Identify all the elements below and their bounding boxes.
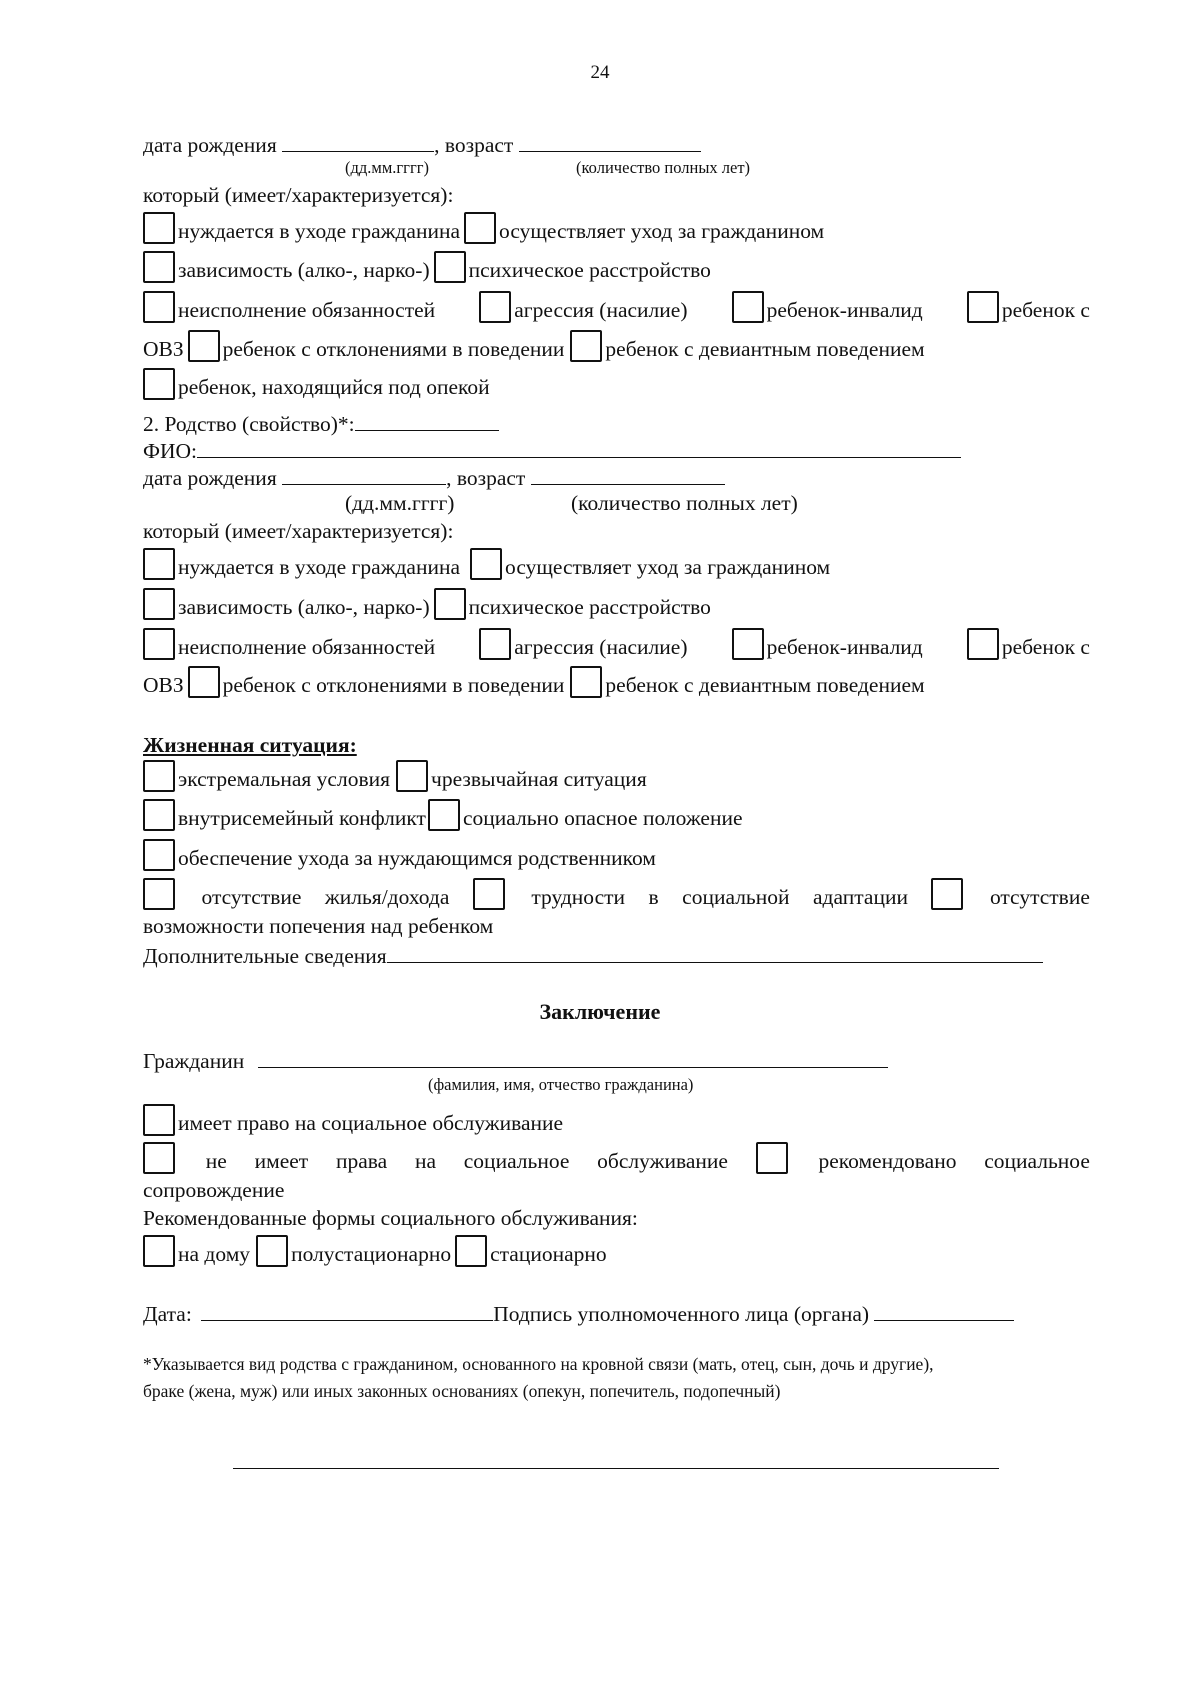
footnote-line-2: браке (жена, муж) или иных законных основаниях (опекун, попечитель, подопечный) [143,1381,781,1401]
checkbox[interactable] [256,1235,288,1267]
checkbox[interactable] [967,628,999,660]
checkbox-label: ребенок с [1001,634,1090,659]
checkbox[interactable] [143,548,175,580]
checkbox[interactable] [143,760,175,792]
checkbox-label: агрессия (насилие) [514,634,688,659]
checkbox-label: ребенок, находящийся под опекой [178,374,490,399]
checkbox-label: неисполнение обязанностей [178,297,436,322]
checkbox[interactable] [732,291,764,323]
checkbox-row-14 [143,1098,563,1136]
checkbox-label: неисполнение обязанностей [178,634,436,659]
checkbox-row-10 [143,754,647,792]
checkbox[interactable] [473,878,505,910]
characteristics-label: который (имеет/характеризуется): [143,183,454,207]
checkbox[interactable] [434,588,466,620]
citizen-label: Гражданин [143,1049,245,1073]
checkbox-label: социально опасное положение [462,805,743,830]
checkbox-label: внутрисемейный конфликт [178,805,426,830]
checkbox-row-15 [143,1136,1090,1174]
ovz-prefix: ОВЗ [143,672,184,697]
checkbox-row-7 [143,582,711,620]
age-label: , возраст [434,133,514,157]
date-field[interactable] [201,1302,493,1321]
kinship-line [143,412,499,436]
checkbox-label: чрезвычайная ситуация [431,766,647,791]
checkbox[interactable] [143,1142,175,1174]
checkbox[interactable] [428,799,460,831]
checkbox-row-3 [143,285,1090,323]
fio-field[interactable] [197,439,961,458]
date-format-hint: (дд.мм.гггг) [345,491,455,515]
checkbox[interactable] [470,548,502,580]
word: обслуживание [597,1148,728,1173]
word: отсутствие [201,884,302,909]
checkbox-label: на дому [178,1241,251,1266]
checkbox[interactable] [143,628,175,660]
checkbox-label: психическое расстройство [468,257,711,282]
footnote-line-1: *Указывается вид родства с гражданином, основанного на кровной связи (мать, отец, сын, дочь и другие), [143,1354,934,1374]
checkbox[interactable] [143,588,175,620]
checkbox[interactable] [570,330,602,362]
age-field[interactable] [531,466,725,485]
citizen-line [143,1049,888,1073]
checkbox[interactable] [143,799,175,831]
checkbox-label: ребенок-инвалид [766,297,923,322]
word: отсутствие [989,884,1090,909]
checkbox-row-5 [143,362,490,400]
checkbox-label: экстремальная условия [178,766,390,791]
checkbox[interactable] [143,291,175,323]
age-hint: (количество полных лет) [576,158,751,177]
checkbox-label: зависимость (алко-, нарко-) [178,594,430,619]
checkbox[interactable] [188,666,220,698]
bottom-rule [233,1468,999,1469]
checkbox[interactable] [479,291,511,323]
checkbox[interactable] [931,878,963,910]
additional-info-field[interactable] [387,944,1043,963]
checkbox-row-16 [143,1229,607,1267]
checkbox-label: осуществляет уход за гражданином [505,554,831,579]
checkbox-label: ребенок с отклонениями в поведении [222,336,565,361]
word: адаптации [813,884,908,909]
checkbox-label: полустационарно [291,1241,452,1266]
checkbox-label: нуждается в уходе гражданина [178,218,461,243]
checkbox[interactable] [143,251,175,283]
birth-date-line-2 [143,466,725,490]
word: социальное [463,1148,570,1173]
recommended-continued: сопровождение [143,1178,285,1202]
checkbox[interactable] [143,878,175,910]
checkbox-label: ребенок с [1001,297,1090,322]
page-number: 24 [590,62,610,83]
checkbox[interactable] [967,291,999,323]
checkbox-row-6 [143,542,830,580]
word: трудности [531,884,626,909]
citizen-hint: (фамилия, имя, отчество гражданина) [428,1075,694,1094]
checkbox-row-11 [143,793,743,831]
citizen-field[interactable] [258,1049,888,1068]
checkbox[interactable] [396,760,428,792]
age-field[interactable] [519,133,701,152]
birth-date-field[interactable] [282,466,446,485]
additional-info-label: Дополнительные сведения [143,944,387,968]
signature-label: Подпись уполномоченного лица (органа) [493,1302,870,1326]
checkbox-label: ребенок с девиантным поведением [605,672,925,697]
word: на [414,1148,436,1173]
checkbox[interactable] [570,666,602,698]
checkbox-row-13 [143,872,1090,910]
kinship-field[interactable] [355,412,499,431]
checkbox[interactable] [464,212,496,244]
word: социальное [984,1148,1090,1173]
checkbox-label: обеспечение ухода за нуждающимся родственником [178,845,656,870]
date-signature-line [143,1302,1014,1326]
checkbox[interactable] [455,1235,487,1267]
age-hint: (количество полных лет) [571,491,798,515]
fio-label: ФИО: [143,439,198,463]
word: в [648,884,659,909]
checkbox[interactable] [434,251,466,283]
checkbox[interactable] [143,1104,175,1136]
checkbox-row-2 [143,245,711,283]
checkbox-label: осуществляет уход за гражданином [499,218,825,243]
checkbox-row-4 [143,324,925,362]
checkbox-label: агрессия (насилие) [514,297,688,322]
checkbox[interactable] [143,368,175,400]
checkbox-label: ребенок с девиантным поведением [605,336,925,361]
kinship-label: 2. Родство (свойство)*: [143,412,355,436]
forms-label: Рекомендованные формы социального обслуживания: [143,1206,638,1230]
date-label: Дата: [143,1302,192,1326]
word: не [205,1148,227,1173]
additional-info-line [143,944,1043,968]
birth-date-label: дата рождения [143,466,277,490]
word: социальной [682,884,790,909]
checkbox-label: зависимость (алко-, нарко-) [178,257,430,282]
birth-date-field[interactable] [282,133,434,152]
checkbox[interactable] [188,330,220,362]
characteristics-label: который (имеет/характеризуется): [143,519,454,543]
word: права [335,1148,388,1173]
checkbox-label: психическое расстройство [468,594,711,619]
checkbox[interactable] [143,839,175,871]
life-situation-heading: Жизненная ситуация: [143,733,357,757]
word: жилья/дохода [324,884,450,909]
checkbox[interactable] [143,212,175,244]
checkbox-row-1 [143,206,824,244]
checkbox-row-8 [143,622,1090,660]
date-format-hint: (дд.мм.гггг) [345,158,429,177]
checkbox-row-12 [143,833,656,871]
checkbox[interactable] [479,628,511,660]
checkbox-label: нуждается в уходе гражданина [178,554,461,579]
checkbox-label: стационарно [490,1241,607,1266]
checkbox-label: ребенок-инвалид [766,634,923,659]
age-label: , возраст [446,466,526,490]
life-situation-continued: возможности попечения над ребенком [143,914,494,938]
checkbox-label: имеет право на социальное обслуживание [178,1110,564,1135]
fio-line [143,439,961,463]
conclusion-title: Заключение [539,999,661,1024]
ovz-prefix: ОВЗ [143,336,184,361]
birth-date-line [143,133,701,157]
checkbox[interactable] [756,1142,788,1174]
birth-date-label: дата рождения [143,133,277,157]
checkbox-row-9 [143,660,925,698]
word: имеет [254,1148,309,1173]
word: рекомендовано [818,1148,957,1173]
signature-field[interactable] [874,1302,1014,1321]
checkbox[interactable] [732,628,764,660]
checkbox[interactable] [143,1235,175,1267]
checkbox-label: ребенок с отклонениями в поведении [222,672,565,697]
